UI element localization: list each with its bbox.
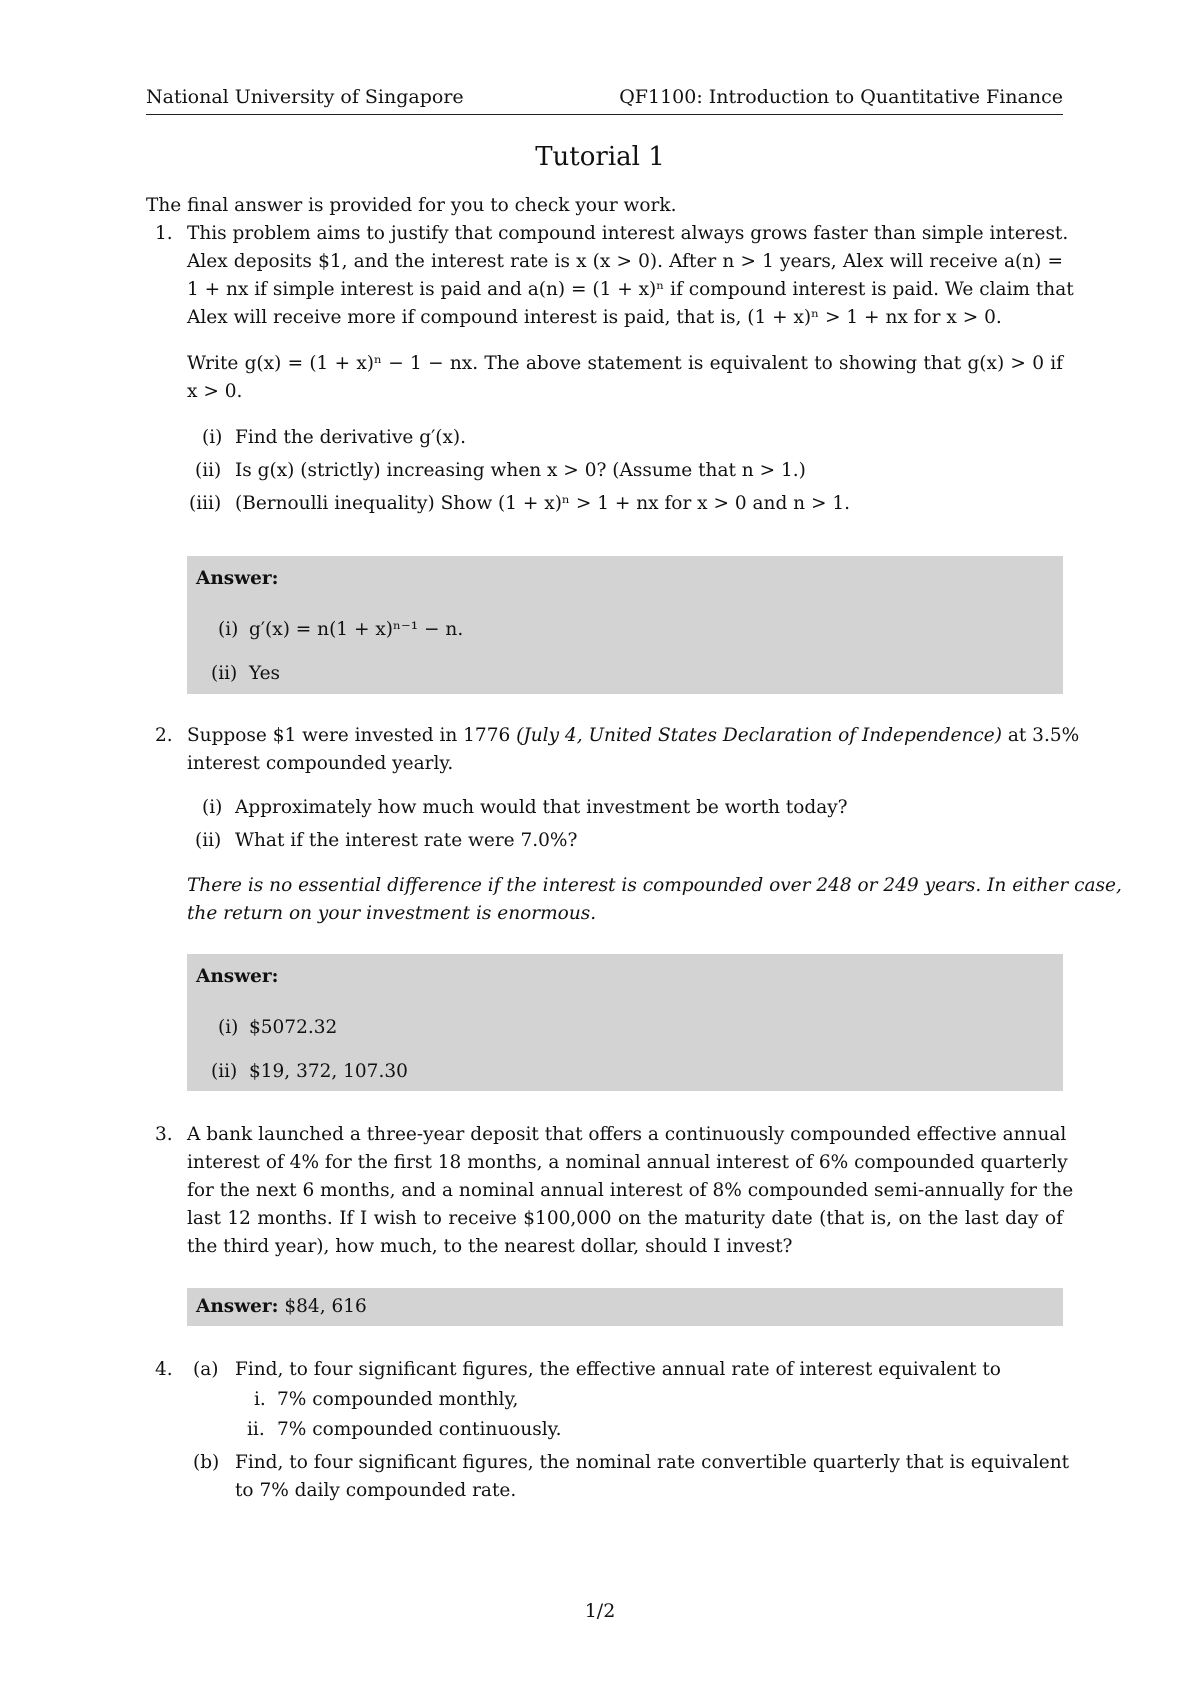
question-number: 2. bbox=[155, 725, 173, 746]
answer-label: (i) bbox=[218, 1017, 239, 1038]
question-text-line: the third year), how much, to the nearest dollar, should I invest? bbox=[187, 1236, 793, 1257]
answer-text: $5072.32 bbox=[249, 1017, 338, 1038]
header-course: QF1100: Introduction to Quantitative Finance bbox=[619, 86, 1063, 108]
question-number: 3. bbox=[155, 1124, 173, 1145]
answer-text: g′(x) = n(1 + x)ⁿ⁻¹ − n. bbox=[249, 619, 464, 640]
question-text-line: interest compounded yearly. bbox=[187, 753, 454, 774]
question-number: 4. bbox=[155, 1359, 173, 1380]
part-label: (a) bbox=[193, 1359, 219, 1380]
part-text: Find, to four significant figures, the effective annual rate of interest equivalent to bbox=[235, 1359, 1001, 1380]
part-label: (b) bbox=[193, 1452, 220, 1473]
note-line: the return on your investment is enormous. bbox=[187, 903, 597, 924]
part-label: (ii) bbox=[195, 830, 222, 851]
question-text-line: Write g(x) = (1 + x)ⁿ − 1 − nx. The above statement is equivalent to showing that g(x) > 0 if bbox=[187, 353, 1063, 374]
part-label: (i) bbox=[202, 797, 223, 818]
question-text: at 3.5% bbox=[1001, 725, 1080, 746]
intro-text: The final answer is provided for you to check your work. bbox=[146, 195, 677, 216]
part-text: Is g(x) (strictly) increasing when x > 0? (Assume that n > 1.) bbox=[235, 460, 806, 481]
question-text-line: last 12 months. If I wish to receive $100,000 on the maturity date (that is, on the last day of bbox=[187, 1208, 1063, 1229]
page-title: Tutorial 1 bbox=[535, 142, 665, 172]
answer-box bbox=[187, 556, 1063, 694]
question-text-line: Alex will receive more if compound interest is paid, that is, (1 + x)ⁿ > 1 + nx for x > 0. bbox=[187, 307, 1002, 328]
part-text: Find, to four significant figures, the nominal rate convertible quarterly that is equivalent bbox=[235, 1452, 1070, 1473]
part-label: (i) bbox=[202, 427, 223, 448]
note-line: There is no essential difference if the interest is compounded over 248 or 249 years. In either case, bbox=[187, 875, 1122, 896]
question-text-line: Alex deposits $1, and the interest rate is x (x > 0). After n > 1 years, Alex will receive a(n) = bbox=[187, 251, 1063, 272]
question-text-line: This problem aims to justify that compound interest always grows faster than simple interest. bbox=[187, 223, 1069, 244]
question-text-line: 1 + nx if simple interest is paid and a(n) = (1 + x)ⁿ if compound interest is paid. We claim that bbox=[187, 279, 1074, 300]
part-text: Find the derivative g′(x). bbox=[235, 427, 467, 448]
subpart-label: ii. bbox=[247, 1419, 265, 1440]
question-text-italic: (July 4, United States Declaration of Independence) bbox=[516, 725, 1002, 746]
answer-label: (i) bbox=[218, 619, 239, 640]
part-text: to 7% daily compounded rate. bbox=[235, 1480, 517, 1501]
answer-label: (ii) bbox=[211, 1061, 238, 1082]
subpart-text: 7% compounded monthly, bbox=[277, 1389, 519, 1410]
header-institution: National University of Singapore bbox=[146, 86, 464, 108]
question-text-line: x > 0. bbox=[187, 381, 243, 402]
subpart-label: i. bbox=[254, 1389, 266, 1410]
answer-text: Yes bbox=[249, 663, 281, 684]
answer-inline bbox=[196, 1293, 367, 1321]
question-text: Suppose $1 were invested in 1776 bbox=[187, 725, 517, 746]
question-text-line bbox=[187, 722, 1080, 750]
subpart-text: 7% compounded continuously. bbox=[277, 1419, 562, 1440]
part-text: (Bernoulli inequality) Show (1 + x)ⁿ > 1 + nx for x > 0 and n > 1. bbox=[235, 493, 851, 514]
answer-heading: Answer: bbox=[196, 1296, 279, 1317]
part-label: (ii) bbox=[195, 460, 222, 481]
answer-heading: Answer: bbox=[196, 568, 279, 589]
answer-text: $84, 616 bbox=[284, 1296, 367, 1317]
question-text-line: for the next 6 months, and a nominal annual interest of 8% compounded semi-annually for the bbox=[187, 1180, 1074, 1201]
question-number: 1. bbox=[155, 223, 173, 244]
part-text: What if the interest rate were 7.0%? bbox=[235, 830, 578, 851]
answer-box bbox=[187, 954, 1063, 1091]
answer-heading: Answer: bbox=[196, 966, 279, 987]
question-text-line: interest of 4% for the first 18 months, a nominal annual interest of 6% compounded quarterly bbox=[187, 1152, 1068, 1173]
answer-text: $19, 372, 107.30 bbox=[249, 1061, 408, 1082]
question-text-line: A bank launched a three-year deposit that offers a continuously compounded effective annual bbox=[187, 1124, 1067, 1145]
answer-label: (ii) bbox=[211, 663, 238, 684]
header-divider bbox=[146, 114, 1063, 115]
part-text: Approximately how much would that investment be worth today? bbox=[235, 797, 848, 818]
answer-box bbox=[187, 1288, 1063, 1326]
part-label: (iii) bbox=[189, 493, 222, 514]
page-number: 1/2 bbox=[584, 1600, 616, 1622]
